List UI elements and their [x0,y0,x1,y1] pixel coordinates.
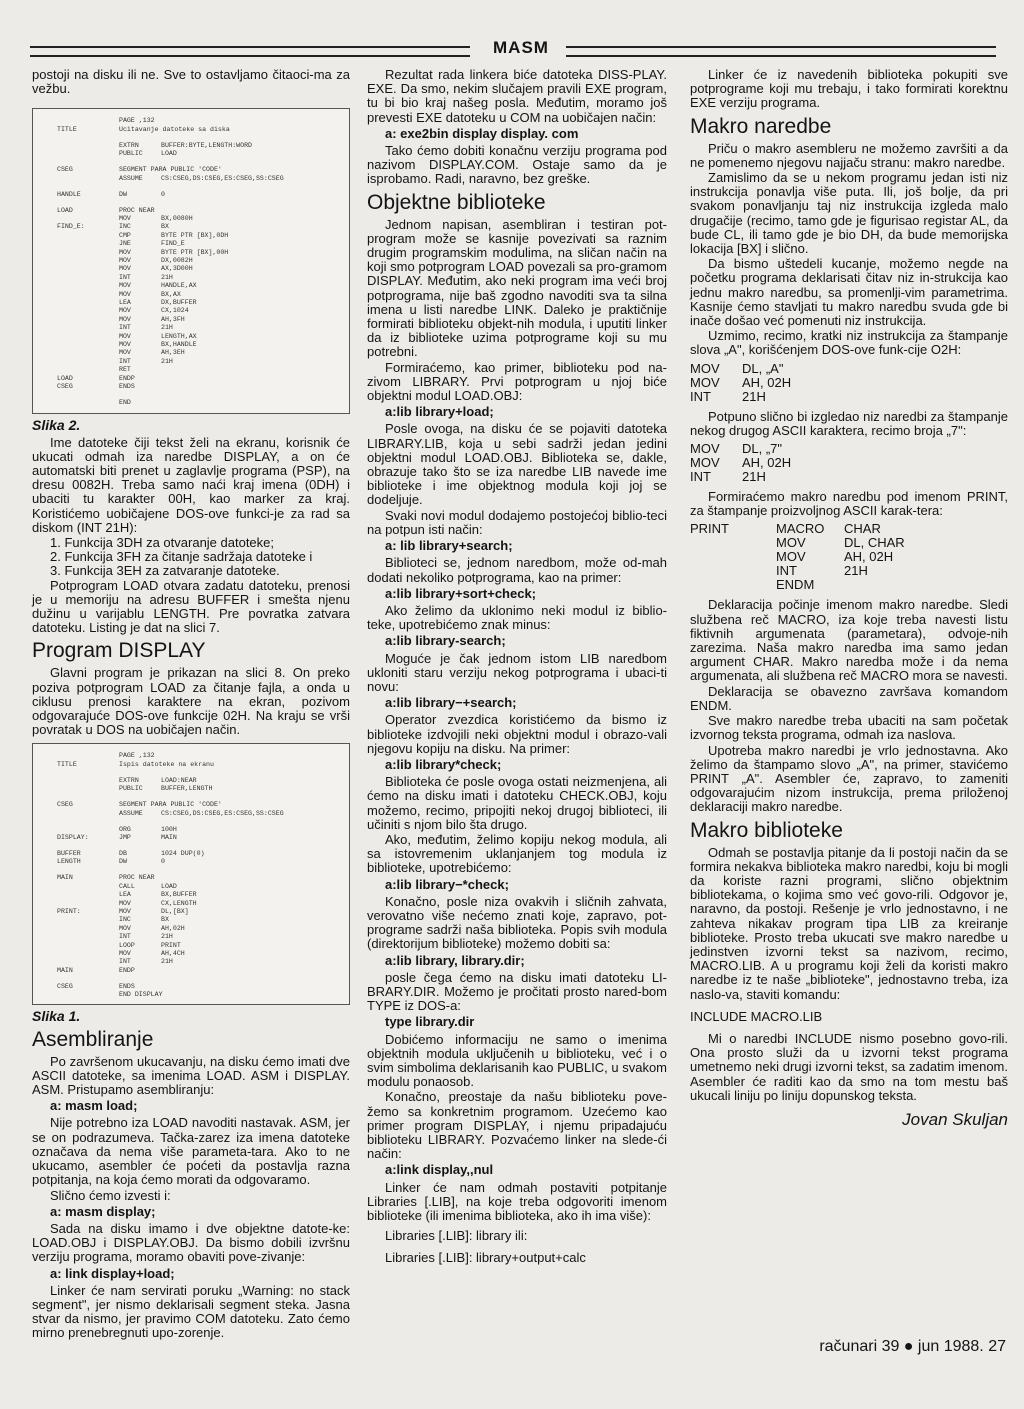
listing-op: MOV [119,908,131,916]
listing-arg: 100H [161,825,177,833]
code-row [690,578,1008,592]
list-item: 3. Funkcija 3EH za zatvaranje datoteke. [50,563,280,579]
list-item: 1. Funkcija 3DH za otvaranje datoteke; [50,535,275,551]
paragraph: posle čega ćemo na disku imati datoteku LI-BRARY.DIR. Možemo je pročitati prosto nared-bom TYPE iz DOS-a: [367,969,667,1014]
paragraph: Nije potrebno iza LOAD navoditi nastavak. ASM, jer se on podrazumeva. Tačka-zarez iza imena datoteke označava da nema više parameta-tara. Ako to ne ukucamo, asembler će poćeti da postavlja razna potpitanja, na koja ćemo morati da odgovaramo. [32,1115,350,1188]
paragraph: Ako želimo da uklonimo neki modul iz biblio-teke, upotrebićemo znak minus: [367,602,667,633]
code-arg: AH, 02H [742,455,792,471]
paragraph: Slično ćemo izvesti i: [50,1187,171,1203]
command-line: a:lib library, library.dir; [385,952,525,968]
listing-arg: CX,1024 [161,307,189,315]
code-arg: AH, 02H [742,374,792,390]
listing-op: INT [119,357,131,365]
listing-op: CALL [119,882,135,890]
listing-op: INC [119,223,131,231]
listing-op: ENDS [119,383,135,390]
libraries-prompt: Libraries [.LIB]: library ili: [385,1228,528,1244]
listing-arg: 21H [161,357,173,365]
listing-arg: 21H [161,273,173,281]
listing-arg: BUFFER:BYTE,LENGTH:WORD [161,141,253,149]
paragraph: Glavni program je prikazan na slici 8. On preko poziva potprogram LOAD za čitanje fajla, a onda u ciklusu prenosi karaktere na ekran, pozivom odgovarajuće DOS-ove funkcije 02H. Na kraju se vrši povratak u DOS na uobičajen način. [32,665,350,738]
listing-arg: DX,0082H [161,257,193,264]
paragraph: Zamislimo da se u nekom programu jedan isti niz instrukcija ponavlja više puta. Ili, još bolje, da pri svakom ponavljanju taj niz instrukcija izgleda malo drugačije (recimo, tamo gde je figurisao registar AL, da bude CL, ili tamo gde je bio DH, da bude memorijska lokacija [BX] i slično. [690,170,1008,257]
listing-op: ENDP [119,374,135,382]
listing-arg: FIND_E [161,240,185,248]
macro-definition [690,522,1008,592]
code-op: MOV [690,441,720,457]
code-op: INT [690,388,711,404]
listing-op: PUBLIC [119,785,143,793]
listing-op: ORG [119,825,131,833]
code-row [690,390,1008,404]
code-row [690,564,1008,578]
listing-op: INC [119,916,131,924]
libraries-prompt: Libraries [.LIB]: library+output+calc [385,1250,586,1266]
code-op: INT [776,563,797,579]
listing-op: MOV [119,282,131,290]
paragraph: Linker će iz navedenih biblioteka pokupiti sve potprograme koji mu trebaju, i tako formirati korektnu EXE verziju programa. [690,67,1008,111]
code-example [690,442,1008,484]
listing-arg: BX [161,916,169,924]
listing-arg: 21H [161,958,173,966]
paragraph: Formiraćemo makro naredbu pod imenom PRINT, za štampanje proizvoljnog ASCII karak-tera: [690,489,1008,519]
listing-label: CSEG [57,166,73,174]
paragraph: Operator zvezdica koristićemo da bismo iz biblioteke izdvojili neki objektni modul i obrazo-vali njegovu kopiju na disku. Na primer: [367,712,667,756]
code-arg: CHAR [844,521,881,537]
listing-arg: LENGTH,AX [161,332,197,340]
listing-op: PUBLIC [119,150,143,158]
listing-arg: LOAD [161,150,177,158]
section-heading: Asembliranje [32,1027,154,1051]
include-command: INCLUDE MACRO.LIB [690,1008,823,1024]
paragraph: Posle ovoga, na disku će se pojaviti datoteka LIBRARY.LIB, koja u sebi sadrži jedan jedini objektni modul LOAD.OBJ. Biblioteka se, dakle, obrazuje tako što se iza naredbe LIB navede ime biblioteke i ime objektnog modula koji joj se dodeljuje. [367,421,667,508]
listing-label: PRINT: [57,908,81,916]
column-1 [32,68,350,1342]
code-label: PRINT [690,521,729,537]
code-label [690,564,776,578]
command-line: a:lib library−+search; [385,695,517,711]
command-line: a: masm display; [50,1203,156,1219]
listing-op: Ucitavanje datoteke sa diska [119,125,230,133]
page-header [30,40,996,62]
listing-arg: PRINT [161,941,181,949]
figure-caption: Slika 1. [32,1008,81,1025]
listing-label: BUFFER [57,850,81,858]
listing-label: LOAD [57,206,73,214]
command-line: a:lib library-search; [385,633,506,649]
page-footer: računari 39 ● jun 1988. 27 [819,1338,1006,1355]
listing-op: MOV [119,248,131,256]
listing-label: CSEG [57,383,73,390]
listing-op: END [119,399,131,406]
paragraph: Potprogram LOAD otvara zadatu datoteku, prenosi je u memoriju na adresu BUFFER i smešta njenu dužinu u varijablu LENGTH. Pre povratka zatvara datoteku. Listing je dat na slici 7. [32,577,350,636]
command-line: a:lib library+sort+check; [385,585,537,601]
code-row [690,376,1008,390]
code-row [690,362,1008,376]
listing-arg: BX,AX [161,290,181,298]
paragraph: Uzmimo, recimo, kratki niz instrukcija za štampanje slova „A", korišćenjem DOS-ove funk-cije O2H: [690,328,1008,358]
listing-op: LEA [119,299,131,306]
paragraph: Priču o makro asembleru ne možemo završiti a da ne pomenemo njegovu najjaču stranu: makro naredbe. [690,140,1008,170]
listing-arg: DX,BUFFER [161,299,197,306]
paragraph: Linker će nam servirati poruku „Warning: no stack segment", jer nismo deklarisali segment steka. Jasna stvar da nismo, jer pravimo COM datoteku. Zato ćemo mirno prenebregnuti upo-zorenje. [32,1282,350,1341]
paragraph: Odmah se postavlja pitanje da li postoji način da se formira nekakva biblioteka makro naredbi, koju bi mogli da koriste razni programi, slično objektnim bibliotekama, o kojima smo već govo-rili. Odgovor je, naravno, da postoji. Rešenje je vrlo jednostavno, i ne zahteva nikakav program tipa LIB za kreiranje biblioteke. Prosto treba ukucati sve makro naredbe u jedinstven izvorni tekst sa nazivom, recimo, MACRO.LIB. A u programu koji želi da koristi makro naredbe iz te naše „biblioteke", jednostavno treba, iza naslo-va, staviti komandu: [690,844,1008,1002]
listing-label: CSEG [57,801,73,809]
listing-op: MOV [119,315,131,323]
listing-op: DW [119,858,127,866]
listing-arg: AH,3FH [161,315,185,323]
listing-arg: BX,BUFFER [161,891,197,899]
paragraph: Formiraćemo, kao primer, biblioteku pod na-zivom LIBRARY. Prvi potprogram u njoj biće objektni modul LOAD.OBJ: [367,359,667,404]
listing-op: JNE [119,240,131,248]
listing-op: INT [119,933,131,941]
listing-op: PAGE ,132 [119,117,155,125]
paragraph: Biblioteka će posle ovoga ostati neizmenjena, ali ćemo na disku imati i datoteku CHECK.OBJ, koju možemo, recimo, pripojiti nekoj drugoj biblioteci, ili učiniti s njom bilo šta drugo. [367,774,667,832]
paragraph: Upotreba makro naredbi je vrlo jednostavna. Ako želimo da štampamo slovo „A", na primer, stavićemo PRINT „A". Asembler će, zapravo, to zameniti odgovarajućim nizom instrukcija, prema priloženoj deklaraciji makro naredbe. [690,742,1008,815]
code-label [690,578,776,592]
code-row [690,536,1008,550]
paragraph: Potpuno slično bi izgledao niz naredbi za štampanje nekog drugog ASCII karaktera, recimo broja „7": [690,408,1008,438]
command-line: a: lib library+search; [385,538,513,554]
listing-op: LOOP [119,941,135,949]
listing-arg: CS:CSEG,DS:CSEG,ES:CSEG,SS:CSEG [161,174,284,182]
listing-op: MOV [119,215,131,222]
author-signature: Jovan Skuljan [902,1109,1008,1129]
listing-label: MAIN [57,966,73,974]
section-heading: Makro biblioteke [690,818,843,842]
code-arg: 21H [742,469,766,485]
listing-op: MOV [119,899,131,907]
code-row [690,470,1008,484]
section-heading: Makro naredbe [690,114,832,138]
section-title: MASM [493,38,549,57]
code-example [690,362,1008,404]
listing-op: MOV [119,257,131,264]
code-label [690,536,776,550]
listing-arg: 21H [161,324,173,332]
paragraph: Jednom napisan, asembliran i testiran pot-program može se kasnije povezivati sa raznim drugim programskim modulima, na sličan način na koji smo potprogram LOAD povezali sa pro-gramom DISPLAY. Međutim, ako neki program ima veći broj potprograma, nije baš zgodno navoditi sva ta silna imena u listi naredbe LINK. Daleko je praktičnije formirati biblioteku objekt-nih modula, i uputiti linker da iz biblioteke uzima potprograme koji su mu potrebni. [367,216,667,360]
listing-op: PROC NEAR [119,206,155,214]
code-listing-figure-2 [32,108,350,414]
code-arg: DL, CHAR [844,535,905,551]
paragraph: Moguće je čak jednom istom LIB naredbom ukloniti staru verziju nekog potprograma i ubaci-ti novu: [367,650,667,694]
listing-op: ASSUME [119,809,143,817]
listing-op: Ispis datoteke na ekranu [119,760,214,768]
list-item: 2. Funkcija 3FH za čitanje sadržaja datoteke i [50,549,313,565]
column-2 [367,68,667,1267]
listing-label: MAIN [57,874,73,882]
listing-arg: MAIN [161,834,177,842]
listing-op: PROC NEAR [119,874,155,882]
paragraph: Deklaracija počinje imenom makro naredbe. Sledi službena reč MACRO, iza koje treba navesti listu fiktivnih argumenata (parametara), odvoje-nih zarezima. Naša makro naredba ima samo jedan argument CHAR. Makro naredba može i da nema argumenata, ali službena reč MACRO mora se navesti. [690,597,1008,684]
listing-op: MOV [119,290,131,298]
listing-arg: 0 [161,858,165,866]
listing-arg: AX,3D00H [161,265,193,273]
listing-op: EXTRN [119,141,139,149]
listing-op: END DISPLAY [119,991,163,999]
listing-arg: HANDLE,AX [161,282,197,290]
code-listing-figure-1 [32,743,350,1005]
command-line: a:lib library*check; [385,756,502,772]
listing-op: CMP [119,231,131,239]
paragraph: Svaki novi modul dodajemo postojećoj biblio-teci na potpun isti način: [367,507,667,537]
listing-op: RET [119,366,131,374]
listing-arg: CS:CSEG,DS:CSEG,ES:CSEG,SS:CSEG [161,809,284,817]
code-op: MOV [690,455,720,471]
listing-arg: LOAD [161,882,177,890]
listing-arg: BX [161,223,169,231]
paragraph: Konačno, posle niza ovakvih i sličnih zahvata, verovatno više nećemo znati koje, zapravo, pot-programe sadrži naša biblioteka. Popis svih modula (direktorijum biblioteke) možemo dobiti sa: [367,893,667,952]
paragraph: Sada na disku imamo i dve objektne datote-ke: LOAD.OBJ i DISPLAY.OBJ. Da bismo dobili izvršnu verziju programa, moramo obaviti pove-zivanje: [32,1220,350,1265]
header-rule-right [566,46,996,57]
code-op: ENDM [776,577,815,593]
command-line: a:lib library−*check; [385,876,509,892]
listing-op: PAGE ,132 [119,752,155,760]
listing-label: TITLE [57,760,77,768]
paragraph: Biblioteci se, jednom naredbom, može od-mah dodati nekoliko potprograma, kao na primer: [367,555,667,585]
listing-arg: 21H [161,933,173,941]
function-list [32,536,350,579]
paragraph: Deklaracija se obavezno završava komandom ENDM. [690,683,1008,713]
paragraph: Tako ćemo dobiti konačnu verziju programa pod nazivom DISPLAY.COM. Ostaje samo da je isprobamo. Radi, naravno, bez greške. [367,143,667,187]
listing-op: EXTRN [119,776,139,784]
code-row [690,522,1008,536]
listing-arg: BYTE PTR [BX],00H [161,248,229,256]
paragraph: Ime datoteke čiji tekst želi na ekranu, korisnik će ukucati odmah iza naredbe DISPLAY, a on će automatski biti prenet u zaglavlje programa (PSP), na dresu 0082H. Treba samo naći kraj imena (0DH) i ubaciti tu karakter 00H, kao marker za kraj. Koristićemo uobičajene DOS-ove funkci-je za rad sa diskom (INT 21H): [32,434,350,535]
listing-op: MOV [119,349,131,357]
listing-arg: BX,HANDLE [161,341,197,348]
section-heading: Objektne biblioteke [367,190,546,214]
listing-op: MOV [119,265,131,273]
header-rule-left [30,46,470,57]
command-line: a: masm load; [50,1098,138,1114]
paragraph: Rezultat rada linkera biće datoteka DISS-PLAY. EXE. Da smo, nekim slučajem pravili EXE program, tu bi bio kraj našeg posla. Međutim, moramo još prevesti EXE datoteku u COM na uobičajen način: [367,67,667,125]
paragraph: Da bismo uštedeli kucanje, možemo negde na početku programa deklarisati čitav niz in-strukcija kao jednu makro naredbu, sa promenlji-vim parametrima. Kasnije ćemo stavljati tu makro naredbu svuda gde bi inače došao već pomenuti niz instrukcija. [690,256,1008,329]
listing-arg: BYTE PTR [BX],0DH [161,231,229,239]
listing-label: TITLE [57,125,77,133]
paragraph: Konačno, preostaje da našu biblioteku pove-žemo sa konkretnim programom. Uzećemo kao primer program DISPLAY, i njemu pripadajuću biblioteku LIBRARY. Pozvaćemo linker na slede-ći način: [367,1089,667,1162]
code-arg: 21H [844,563,868,579]
listing-label: CSEG [57,982,73,990]
listing-arg: BUFFER,LENGTH [161,785,213,793]
listing-label: LOAD [57,374,73,382]
command-line: a:lib library+load; [385,404,494,420]
listing-op: MOV [119,341,131,348]
code-op: MACRO [776,521,825,537]
listing-op: DW [119,190,127,198]
listing-label: LENGTH [57,858,81,866]
listing-op: INT [119,958,131,966]
paragraph: Linker će nam odmah postaviti potpitanje Libraries [.LIB], na koje treba odgovoriti imenom biblioteke (ili imenima biblioteka, ako ih ima više): [367,1179,667,1224]
listing-arg: AH,02H [161,924,185,932]
paragraph: Sve makro naredbe treba ubaciti na sam početak izvornog teksta programa, odmah iza naslova. [690,713,1008,743]
listing-op: MOV [119,307,131,315]
command-line: a: link display+load; [50,1265,175,1281]
listing-arg: AH,3EH [161,349,185,357]
listing-op: INT [119,273,131,281]
listing-op: MOV [119,924,131,932]
listing-label: FIND_E: [57,223,85,231]
listing-label: HANDLE [57,190,81,198]
listing-label: DISPLAY: [57,834,89,842]
listing-arg: 0 [161,190,165,198]
code-row [690,550,1008,564]
listing-arg: DL,[BX] [161,908,189,916]
code-op: INT [690,469,711,485]
listing-op: MOV [119,332,131,340]
listing-arg: CX,LENGTH [161,899,197,907]
command-line: type library.dir [385,1014,475,1030]
code-arg: DL, „A" [742,360,784,376]
code-op: MOV [690,374,720,390]
figure-caption: Slika 2. [32,417,81,434]
listing-op: ENDP [119,966,135,974]
code-op: MOV [776,549,806,565]
listing-op: INT [119,324,131,332]
paragraph: Dobićemo informaciju ne samo o imenima objektnih modula uključenih u biblioteku, već i o svim simbolima deklarisanih kao PUBLIC, u svakom modulu ponaosob. [367,1031,667,1090]
code-op: MOV [776,535,806,551]
paragraph: Ako, međutim, želimo kopiju nekog modula, ali sa istovremenim uklanjanjem tog modula iz biblioteke, upotrebićemo: [367,831,667,876]
paragraph: Po završenom ukucavanju, na disku ćemo imati dve ASCII datoteke, sa imenima LOAD. ASM i DISPLAY. ASM. Pristupamo asembliranju: [32,1053,350,1098]
listing-arg: BX,0080H [161,215,193,222]
code-row [690,442,1008,456]
listing-op: ENDS [119,982,135,990]
code-arg: DL, „7" [742,441,783,457]
listing-op: MOV [119,950,131,958]
listing-op: DB [119,850,127,858]
section-heading: Program DISPLAY [32,639,206,663]
code-arg: AH, 02H [844,549,894,565]
command-line: a:link display,,nul [385,1162,494,1178]
listing-op: LEA [119,891,131,899]
listing-op: JMP [119,834,131,842]
listing-arg: LOAD:NEAR [161,776,197,784]
listing-op: ASSUME [119,174,143,182]
listing-arg: AH,4CH [161,950,185,958]
paragraph: postoji na disku ili ne. Sve to ostavljamo čitaoci-ma za vežbu. [32,67,350,97]
listing-op: SEGMENT PARA PUBLIC 'CODE' [119,166,222,174]
column-3 [690,68,1008,1127]
code-label [690,550,776,564]
listing-arg: 1024 DUP(0) [161,850,205,858]
code-arg: 21H [742,388,766,404]
code-row [690,456,1008,470]
paragraph: Mi o naredbi INCLUDE nismo posebno govo-rili. Ona prosto služi da u izvorni tekst programa umetnemo neki drugi izvorni tekst, sa zadatim imenom. Asembler će raditi kao da smo na tom mestu baš ukucali liniju po liniju dopunskog teksta. [690,1030,1008,1103]
code-op: MOV [690,360,720,376]
command-line: a: exe2bin display display. com [385,125,579,141]
listing-op: SEGMENT PARA PUBLIC 'CODE' [119,801,222,809]
